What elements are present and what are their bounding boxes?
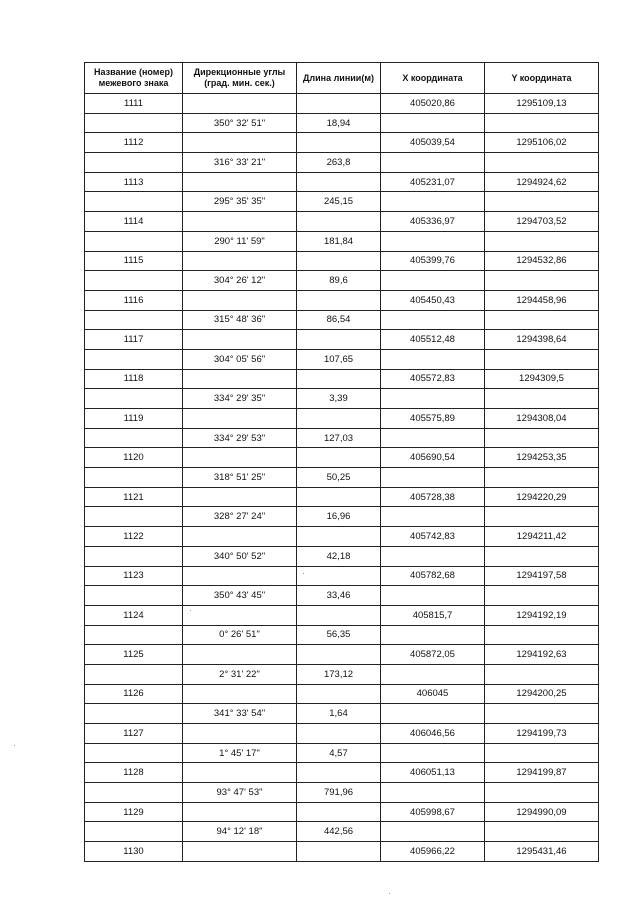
x-cell-empty xyxy=(381,783,485,803)
x-coordinate: 405815,7 xyxy=(381,605,485,625)
header-name: Название (номер) межевого знака xyxy=(85,63,183,94)
angle-cell-empty xyxy=(183,842,297,862)
name-cell-empty xyxy=(85,546,183,566)
length-cell-empty xyxy=(297,605,381,625)
direction-angle: 315° 48' 36" xyxy=(183,310,297,330)
y-cell-empty xyxy=(485,664,599,684)
length-cell-empty xyxy=(297,724,381,744)
table-body xyxy=(85,94,599,862)
y-coordinate: 1294199,73 xyxy=(485,724,599,744)
table-row xyxy=(85,172,599,192)
table-row xyxy=(85,566,599,586)
x-coordinate: 405336,97 xyxy=(381,212,485,232)
name-cell-empty xyxy=(85,231,183,251)
direction-angle: 93° 47' 53" xyxy=(183,783,297,803)
header-angle: Дирекционные углы (град. мин. сек.) xyxy=(183,63,297,94)
length-cell-empty xyxy=(297,409,381,429)
y-cell-empty xyxy=(485,349,599,369)
direction-angle: 0° 26' 51" xyxy=(183,625,297,645)
angle-cell-empty xyxy=(183,330,297,350)
length-cell-empty xyxy=(297,842,381,862)
angle-cell-empty xyxy=(183,172,297,192)
table-row xyxy=(85,605,599,625)
point-name: 1114 xyxy=(85,212,183,232)
angle-cell-empty xyxy=(183,290,297,310)
x-cell-empty xyxy=(381,743,485,763)
y-coordinate: 1294990,09 xyxy=(485,802,599,822)
direction-angle: 290° 11' 59" xyxy=(183,231,297,251)
table-row xyxy=(85,389,599,409)
table-row xyxy=(85,724,599,744)
y-cell-empty xyxy=(485,507,599,527)
table-row xyxy=(85,684,599,704)
direction-angle: 2° 31' 22" xyxy=(183,664,297,684)
table-row xyxy=(85,546,599,566)
line-length: 1,64 xyxy=(297,704,381,724)
point-name: 1127 xyxy=(85,724,183,744)
y-coordinate: 1294220,29 xyxy=(485,487,599,507)
y-coordinate: 1294924,62 xyxy=(485,172,599,192)
table-row xyxy=(85,192,599,212)
length-cell-empty xyxy=(297,251,381,271)
x-cell-empty xyxy=(381,349,485,369)
y-cell-empty xyxy=(485,822,599,842)
table-row xyxy=(85,133,599,153)
y-cell-empty xyxy=(485,625,599,645)
length-cell-empty xyxy=(297,487,381,507)
y-coordinate: 1294197,58 xyxy=(485,566,599,586)
angle-cell-empty xyxy=(183,251,297,271)
point-name: 1125 xyxy=(85,645,183,665)
table-row xyxy=(85,290,599,310)
name-cell-empty xyxy=(85,153,183,173)
table-row xyxy=(85,448,599,468)
length-cell-empty xyxy=(297,527,381,547)
name-cell-empty xyxy=(85,664,183,684)
scan-speck xyxy=(303,573,304,574)
length-cell-empty xyxy=(297,802,381,822)
point-name: 1123 xyxy=(85,566,183,586)
y-cell-empty xyxy=(485,271,599,291)
table-row xyxy=(85,783,599,803)
point-name: 1119 xyxy=(85,409,183,429)
length-cell-empty xyxy=(297,763,381,783)
angle-cell-empty xyxy=(183,605,297,625)
point-name: 1112 xyxy=(85,133,183,153)
table-row xyxy=(85,251,599,271)
table-row xyxy=(85,487,599,507)
table-row xyxy=(85,586,599,606)
y-coordinate: 1295109,13 xyxy=(485,94,599,114)
point-name: 1115 xyxy=(85,251,183,271)
y-coordinate: 1294309,5 xyxy=(485,369,599,389)
x-coordinate: 406045 xyxy=(381,684,485,704)
length-cell-empty xyxy=(297,172,381,192)
y-coordinate: 1294200,25 xyxy=(485,684,599,704)
direction-angle: 318° 51' 25" xyxy=(183,468,297,488)
line-length: 42,18 xyxy=(297,546,381,566)
header-y: Y координата xyxy=(485,63,599,94)
y-cell-empty xyxy=(485,468,599,488)
point-name: 1126 xyxy=(85,684,183,704)
angle-cell-empty xyxy=(183,409,297,429)
y-coordinate: 1294703,52 xyxy=(485,212,599,232)
x-coordinate: 405039,54 xyxy=(381,133,485,153)
table-row xyxy=(85,349,599,369)
x-cell-empty xyxy=(381,192,485,212)
point-name: 1116 xyxy=(85,290,183,310)
point-name: 1130 xyxy=(85,842,183,862)
table-row xyxy=(85,94,599,114)
x-cell-empty xyxy=(381,428,485,448)
point-name: 1118 xyxy=(85,369,183,389)
line-length: 3,39 xyxy=(297,389,381,409)
y-cell-empty xyxy=(485,113,599,133)
length-cell-empty xyxy=(297,133,381,153)
y-cell-empty xyxy=(485,153,599,173)
line-length: 18,94 xyxy=(297,113,381,133)
x-cell-empty xyxy=(381,389,485,409)
table-row xyxy=(85,704,599,724)
y-coordinate: 1294308,04 xyxy=(485,409,599,429)
line-length: 127,03 xyxy=(297,428,381,448)
y-coordinate: 1294199,87 xyxy=(485,763,599,783)
direction-angle: 350° 43' 45" xyxy=(183,586,297,606)
table-header-row xyxy=(85,63,599,94)
y-cell-empty xyxy=(485,704,599,724)
direction-angle: 316° 33' 21" xyxy=(183,153,297,173)
x-cell-empty xyxy=(381,310,485,330)
x-cell-empty xyxy=(381,664,485,684)
angle-cell-empty xyxy=(183,566,297,586)
name-cell-empty xyxy=(85,625,183,645)
table-row xyxy=(85,645,599,665)
name-cell-empty xyxy=(85,271,183,291)
x-cell-empty xyxy=(381,822,485,842)
line-length: 86,54 xyxy=(297,310,381,330)
line-length: 89,6 xyxy=(297,271,381,291)
angle-cell-empty xyxy=(183,94,297,114)
length-cell-empty xyxy=(297,369,381,389)
x-coordinate: 405020,86 xyxy=(381,94,485,114)
name-cell-empty xyxy=(85,586,183,606)
angle-cell-empty xyxy=(183,487,297,507)
name-cell-empty xyxy=(85,507,183,527)
table-row xyxy=(85,310,599,330)
point-name: 1129 xyxy=(85,802,183,822)
x-cell-empty xyxy=(381,468,485,488)
y-coordinate: 1294398,64 xyxy=(485,330,599,350)
header-length: Длина линии(м) xyxy=(297,63,381,94)
point-name: 1124 xyxy=(85,605,183,625)
direction-angle: 334° 29' 35" xyxy=(183,389,297,409)
y-coordinate: 1294532,86 xyxy=(485,251,599,271)
x-coordinate: 405728,38 xyxy=(381,487,485,507)
direction-angle: 340° 50' 52" xyxy=(183,546,297,566)
table-row xyxy=(85,842,599,862)
x-coordinate: 406051,13 xyxy=(381,763,485,783)
angle-cell-empty xyxy=(183,645,297,665)
point-name: 1128 xyxy=(85,763,183,783)
angle-cell-empty xyxy=(183,448,297,468)
y-coordinate: 1294253,35 xyxy=(485,448,599,468)
name-cell-empty xyxy=(85,389,183,409)
x-coordinate: 405572,83 xyxy=(381,369,485,389)
line-length: 107,65 xyxy=(297,349,381,369)
x-coordinate: 405512,48 xyxy=(381,330,485,350)
scan-speck xyxy=(389,893,390,894)
table-row xyxy=(85,428,599,448)
y-cell-empty xyxy=(485,192,599,212)
line-length: 16,96 xyxy=(297,507,381,527)
length-cell-empty xyxy=(297,645,381,665)
point-name: 1122 xyxy=(85,527,183,547)
x-cell-empty xyxy=(381,231,485,251)
direction-angle: 304° 05' 56" xyxy=(183,349,297,369)
table-row xyxy=(85,153,599,173)
table-row xyxy=(85,212,599,232)
x-cell-empty xyxy=(381,586,485,606)
x-cell-empty xyxy=(381,507,485,527)
table-row xyxy=(85,409,599,429)
y-coordinate: 1294458,96 xyxy=(485,290,599,310)
x-coordinate: 405966,22 xyxy=(381,842,485,862)
table-row xyxy=(85,113,599,133)
y-cell-empty xyxy=(485,389,599,409)
length-cell-empty xyxy=(297,212,381,232)
angle-cell-empty xyxy=(183,724,297,744)
length-cell-empty xyxy=(297,566,381,586)
direction-angle: 334° 29' 53" xyxy=(183,428,297,448)
x-cell-empty xyxy=(381,546,485,566)
line-length: 245,15 xyxy=(297,192,381,212)
angle-cell-empty xyxy=(183,802,297,822)
table-row xyxy=(85,664,599,684)
x-coordinate: 405782,68 xyxy=(381,566,485,586)
table-row xyxy=(85,231,599,251)
y-coordinate: 1294211,42 xyxy=(485,527,599,547)
angle-cell-empty xyxy=(183,527,297,547)
line-length: 791,96 xyxy=(297,783,381,803)
point-name: 1111 xyxy=(85,94,183,114)
x-coordinate: 406046,56 xyxy=(381,724,485,744)
direction-angle: 1° 45' 17" xyxy=(183,743,297,763)
line-length: 4,57 xyxy=(297,743,381,763)
direction-angle: 350° 32' 51" xyxy=(183,113,297,133)
direction-angle: 94° 12' 18" xyxy=(183,822,297,842)
header-x: X координата xyxy=(381,63,485,94)
y-cell-empty xyxy=(485,783,599,803)
length-cell-empty xyxy=(297,290,381,310)
line-length: 50,25 xyxy=(297,468,381,488)
x-coordinate: 405399,76 xyxy=(381,251,485,271)
x-coordinate: 405742,83 xyxy=(381,527,485,547)
direction-angle: 328° 27' 24" xyxy=(183,507,297,527)
line-length: 173,12 xyxy=(297,664,381,684)
name-cell-empty xyxy=(85,743,183,763)
point-name: 1120 xyxy=(85,448,183,468)
direction-angle: 304° 26' 12" xyxy=(183,271,297,291)
y-cell-empty xyxy=(485,546,599,566)
x-coordinate: 405231,07 xyxy=(381,172,485,192)
direction-angle: 341° 33' 54" xyxy=(183,704,297,724)
table-row xyxy=(85,468,599,488)
table-row xyxy=(85,743,599,763)
x-cell-empty xyxy=(381,153,485,173)
x-cell-empty xyxy=(381,625,485,645)
angle-cell-empty xyxy=(183,133,297,153)
angle-cell-empty xyxy=(183,684,297,704)
name-cell-empty xyxy=(85,704,183,724)
table-row xyxy=(85,271,599,291)
line-length: 263,8 xyxy=(297,153,381,173)
table-row xyxy=(85,527,599,547)
scan-speck xyxy=(190,610,191,611)
line-length: 56,35 xyxy=(297,625,381,645)
y-cell-empty xyxy=(485,586,599,606)
line-length: 33,46 xyxy=(297,586,381,606)
y-coordinate: 1294192,63 xyxy=(485,645,599,665)
table-row xyxy=(85,763,599,783)
name-cell-empty xyxy=(85,468,183,488)
point-name: 1113 xyxy=(85,172,183,192)
direction-angle: 295° 35' 35" xyxy=(183,192,297,212)
line-length: 442,56 xyxy=(297,822,381,842)
y-coordinate: 1295431,46 xyxy=(485,842,599,862)
scan-speck xyxy=(14,745,15,746)
name-cell-empty xyxy=(85,192,183,212)
table-row xyxy=(85,822,599,842)
x-cell-empty xyxy=(381,271,485,291)
angle-cell-empty xyxy=(183,212,297,232)
table-row xyxy=(85,507,599,527)
x-coordinate: 405872,05 xyxy=(381,645,485,665)
y-cell-empty xyxy=(485,743,599,763)
x-coordinate: 405450,43 xyxy=(381,290,485,310)
angle-cell-empty xyxy=(183,369,297,389)
x-coordinate: 405998,67 xyxy=(381,802,485,822)
table-row xyxy=(85,802,599,822)
length-cell-empty xyxy=(297,448,381,468)
boundary-coordinates-table xyxy=(84,62,599,862)
name-cell-empty xyxy=(85,428,183,448)
angle-cell-empty xyxy=(183,763,297,783)
y-cell-empty xyxy=(485,231,599,251)
length-cell-empty xyxy=(297,94,381,114)
name-cell-empty xyxy=(85,349,183,369)
x-cell-empty xyxy=(381,704,485,724)
table-row xyxy=(85,330,599,350)
x-coordinate: 405690,54 xyxy=(381,448,485,468)
table-row xyxy=(85,625,599,645)
y-cell-empty xyxy=(485,428,599,448)
y-coordinate: 1294192,19 xyxy=(485,605,599,625)
x-coordinate: 405575,89 xyxy=(381,409,485,429)
table-row xyxy=(85,369,599,389)
y-cell-empty xyxy=(485,310,599,330)
length-cell-empty xyxy=(297,330,381,350)
name-cell-empty xyxy=(85,310,183,330)
name-cell-empty xyxy=(85,822,183,842)
y-coordinate: 1295106,02 xyxy=(485,133,599,153)
x-cell-empty xyxy=(381,113,485,133)
point-name: 1121 xyxy=(85,487,183,507)
name-cell-empty xyxy=(85,113,183,133)
point-name: 1117 xyxy=(85,330,183,350)
name-cell-empty xyxy=(85,783,183,803)
length-cell-empty xyxy=(297,684,381,704)
line-length: 181,84 xyxy=(297,231,381,251)
